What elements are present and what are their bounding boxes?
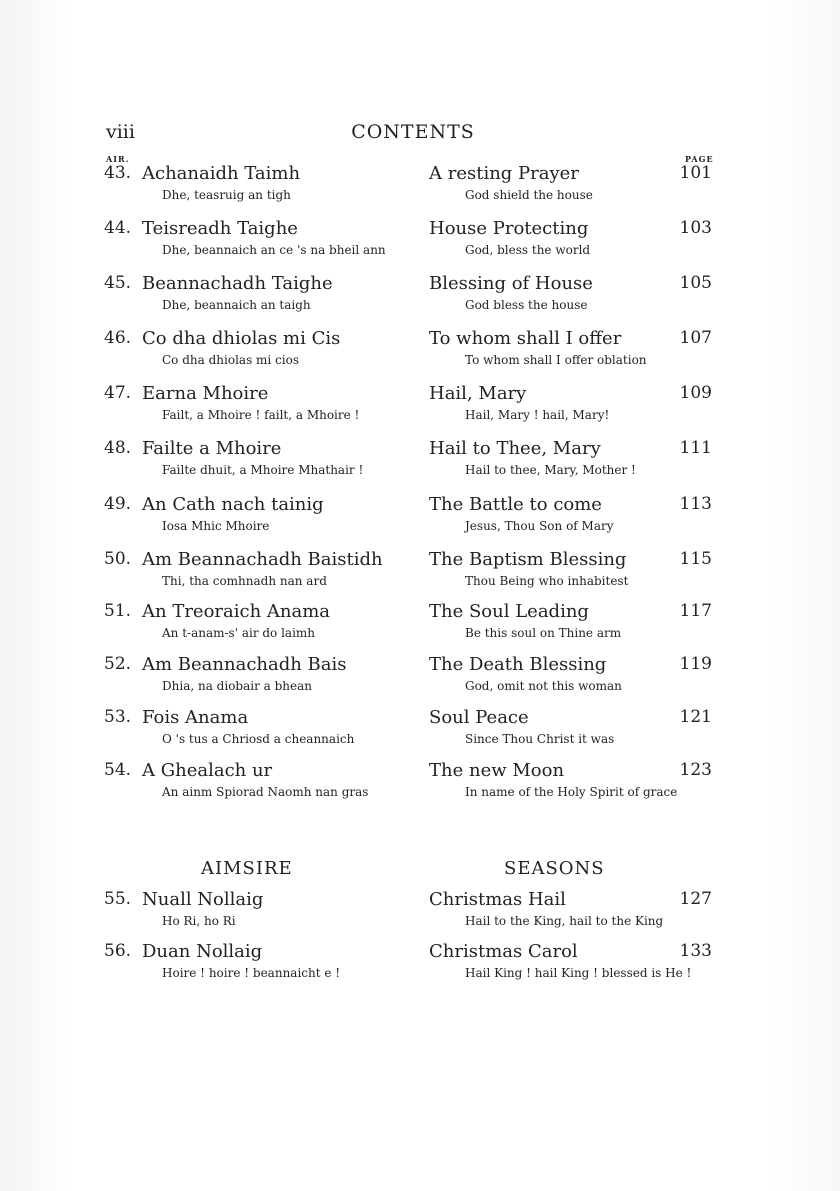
contents-entry [0,328,840,380]
gaelic-first-line: Dhe, beannaich an taigh [162,298,311,312]
entry-number: 52. [104,654,132,674]
contents-entry [0,163,840,215]
english-first-line: God bless the house [465,298,588,312]
entry-number: 48. [104,438,132,458]
english-first-line: Thou Being who inhabitest [465,574,629,588]
entry-number: 55. [104,889,132,909]
contents-entry [0,218,840,270]
english-first-line: God, bless the world [465,243,591,257]
english-first-line: To whom shall I offer oblation [465,353,647,367]
contents-entry [0,601,840,653]
contents-entry [0,549,840,601]
english-title: Soul Peace [429,707,529,728]
gaelic-title: Am Beannachadh Bais [142,654,347,675]
gaelic-title: A Ghealach ur [142,760,273,781]
english-title: Blessing of House [429,273,593,294]
page-title: CONTENTS [351,121,475,143]
entry-number: 43. [104,163,132,183]
section-heading-english: SEASONS [504,858,605,879]
page-number: 133 [679,941,712,961]
gaelic-first-line: O 's tus a Chriosd a cheannaich [162,732,355,746]
entry-number: 45. [104,273,132,293]
contents-entry [0,494,840,546]
gaelic-title: Am Beannachadh Baistidh [142,549,383,570]
gaelic-title: Nuall Nollaig [142,889,264,910]
page-number: 115 [679,549,712,569]
contents-entry [0,383,840,435]
gaelic-title: An Treoraich Anama [142,601,331,622]
english-title: The Death Blessing [429,654,607,675]
page-number: 101 [679,163,712,183]
page-number: 109 [679,383,712,403]
english-first-line: Hail King ! hail King ! blessed is He ! [465,966,692,980]
section-heading-gaelic: AIMSIRE [201,858,293,879]
gaelic-first-line: Hoire ! hoire ! beannaicht e ! [162,966,341,980]
gaelic-title: Fois Anama [142,707,249,728]
english-first-line: Hail to the King, hail to the King [465,914,664,928]
gaelic-first-line: An ainm Spiorad Naomh nan gras [162,785,369,799]
page-number: 103 [679,218,712,238]
english-title: To whom shall I offer [429,328,622,349]
contents-entry [0,273,840,325]
english-first-line: Jesus, Thou Son of Mary [465,519,614,533]
gaelic-first-line: Failte dhuit, a Mhoire Mhathair ! [162,463,364,477]
english-title: Christmas Carol [429,941,578,962]
gaelic-first-line: Ho Ri, ho Ri [162,914,236,928]
gaelic-title: An Cath nach tainig [142,494,324,515]
page-number: 117 [679,601,712,621]
page-number: 105 [679,273,712,293]
page-number: 107 [679,328,712,348]
english-first-line: Hail, Mary ! hail, Mary! [465,408,610,422]
entry-number: 49. [104,494,132,514]
contents-entry [0,438,840,490]
page-number: 127 [679,889,712,909]
english-title: The new Moon [429,760,565,781]
gaelic-title: Beannachadh Taighe [142,273,333,294]
english-first-line: Since Thou Christ it was [465,732,615,746]
column-header-page: PAGE [685,154,714,164]
entry-number: 50. [104,549,132,569]
page-folio: viii [106,121,135,143]
page-number: 119 [679,654,712,674]
english-first-line: God shield the house [465,188,593,202]
gaelic-first-line: An t-anam-s' air do laimh [162,626,316,640]
gaelic-first-line: Dhe, teasruig an tigh [162,188,291,202]
english-title: Christmas Hail [429,889,566,910]
gaelic-title: Co dha dhiolas mi Cis [142,328,341,349]
contents-entry [0,760,840,812]
gaelic-first-line: Iosa Mhic Mhoire [162,519,270,533]
entry-number: 47. [104,383,132,403]
english-title: Hail, Mary [429,383,527,404]
contents-entry [0,889,840,941]
gaelic-title: Teisreadh Taighe [142,218,298,239]
gaelic-first-line: Dhe, beannaich an ce 's na bheil ann [162,243,386,257]
page-number: 121 [679,707,712,727]
gaelic-first-line: Failt, a Mhoire ! failt, a Mhoire ! [162,408,360,422]
contents-entry [0,941,840,993]
english-first-line: Hail to thee, Mary, Mother ! [465,463,636,477]
english-title: The Soul Leading [429,601,589,622]
column-header-air: AIR. [106,154,130,164]
english-title: A resting Prayer [429,163,579,184]
entry-number: 56. [104,941,132,961]
gaelic-title: Failte a Mhoire [142,438,282,459]
english-title: House Protecting [429,218,589,239]
gaelic-title: Duan Nollaig [142,941,263,962]
entry-number: 53. [104,707,132,727]
contents-entry [0,707,840,759]
entry-number: 51. [104,601,132,621]
gaelic-first-line: Co dha dhiolas mi cios [162,353,300,367]
gaelic-first-line: Thi, tha comhnadh nan ard [162,574,327,588]
entry-number: 44. [104,218,132,238]
page-number: 123 [679,760,712,780]
entry-number: 54. [104,760,132,780]
gaelic-first-line: Dhia, na diobair a bhean [162,679,312,693]
english-first-line: In name of the Holy Spirit of grace [465,785,678,799]
english-first-line: Be this soul on Thine arm [465,626,622,640]
english-first-line: God, omit not this woman [465,679,622,693]
gaelic-title: Achanaidh Taimh [142,163,301,184]
english-title: Hail to Thee, Mary [429,438,601,459]
page-number: 113 [679,494,712,514]
english-title: The Baptism Blessing [429,549,627,570]
english-title: The Battle to come [429,494,602,515]
gaelic-title: Earna Mhoire [142,383,269,404]
page-number: 111 [679,438,712,458]
contents-entry [0,654,840,706]
entry-number: 46. [104,328,132,348]
